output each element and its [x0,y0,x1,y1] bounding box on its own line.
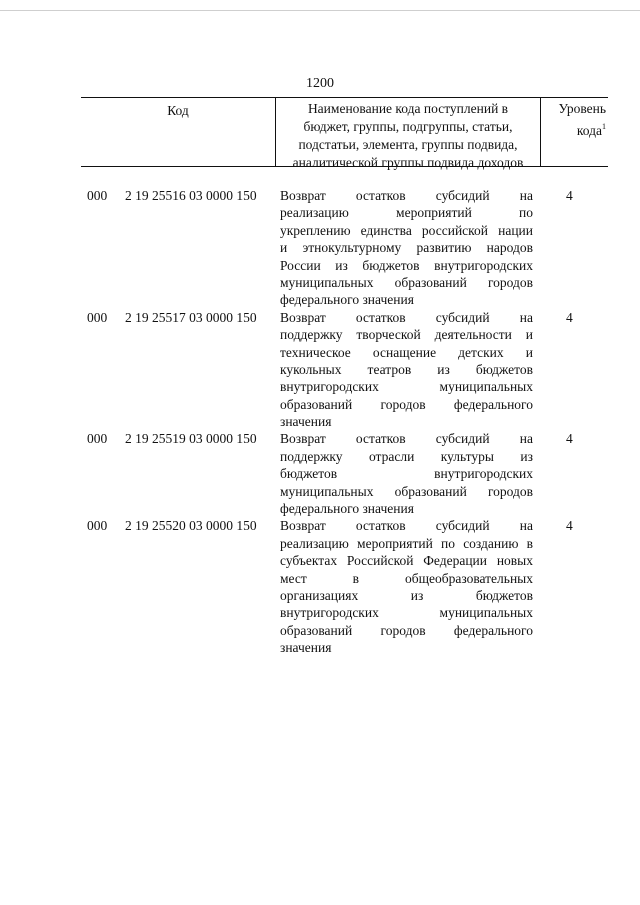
row-name-line: поддержку творческой деятельности и [280,327,533,343]
row-name-line: России из бюджетов внутригородских [280,257,533,273]
header-level [541,98,608,166]
row-name [280,187,533,309]
row-name-line: образований городов федерального [280,622,533,638]
table-header [81,97,608,170]
row-name-line: муниципальных образований городов [280,274,533,290]
row-name-line: федерального значения [280,292,414,308]
row-name-line: внутригородских муниципальных [280,379,533,395]
row-name-line: федерального значения [280,501,414,517]
scan-edge-line [0,10,640,11]
row-name-line: Возврат остатков субсидий на [280,309,533,325]
row-name-line: и этнокультурному развитию народов [280,240,533,256]
row-level: 4 [566,431,573,447]
row-prefix: 000 [87,518,108,534]
row-name-line: реализацию мероприятий по созданию в [280,535,533,551]
row-name-line: муниципальных образований городов [280,483,533,499]
table-row [0,430,640,517]
header-level-line1: Уровень [558,101,606,116]
table-body [0,187,640,657]
row-code: 2 19 25517 03 0000 150 [125,309,257,325]
row-name [280,517,533,656]
row-name-line: кукольных театров из бюджетов [280,361,533,377]
row-name-line: субъектах Российской Федерации новых [280,553,533,569]
header-level-text: кода [576,123,602,138]
header-code: Код [81,98,276,166]
row-name-line: мест в общеобразовательных [280,570,533,586]
row-code: 2 19 25519 03 0000 150 [125,431,257,447]
row-prefix: 000 [87,309,108,325]
row-prefix: 000 [87,431,108,447]
row-code: 2 19 25516 03 0000 150 [125,188,257,203]
row-level: 4 [566,309,573,325]
row-name [280,309,533,431]
row-level: 4 [566,518,573,534]
row-name [280,430,533,517]
page-number: 1200 [306,76,334,91]
row-name-line: Возврат остатков субсидий на [280,431,533,447]
header-level-line2 [541,118,606,140]
row-name-line: Возврат остатков субсидий на [280,188,533,203]
row-name-line: организациях из бюджетов [280,587,533,603]
row-prefix: 000 [87,188,108,203]
footnote-marker: 1 [602,122,606,131]
table-row [0,309,640,431]
header-name-line: подстатьи, элемента, группы подвида, [298,137,518,152]
row-name-line: бюджетов внутригородских [280,466,533,482]
table-row [0,517,640,656]
header-name-line: Наименование кода поступлений в [307,101,509,116]
header-name [276,98,541,170]
header-name-line: аналитической группы подвида доходов [292,155,524,170]
row-level: 4 [566,188,573,203]
table-row [0,187,640,309]
row-name-line: укреплению единства российской нации [280,222,533,238]
row-name-line: образований городов федерального [280,396,533,412]
row-name-line: поддержку отрасли культуры из [280,448,533,464]
header-name-line: бюджет, группы, подгруппы, статьи, [303,119,513,134]
row-name-line: внутригородских муниципальных [280,605,533,621]
row-code: 2 19 25520 03 0000 150 [125,518,257,534]
row-name-line: техническое оснащение детских и [280,344,533,360]
row-name-line: значения [280,414,332,430]
row-name-line: значения [280,640,332,656]
row-name-line: Возврат остатков субсидий на [280,518,533,534]
row-name-line: реализацию мероприятий по [280,205,533,221]
